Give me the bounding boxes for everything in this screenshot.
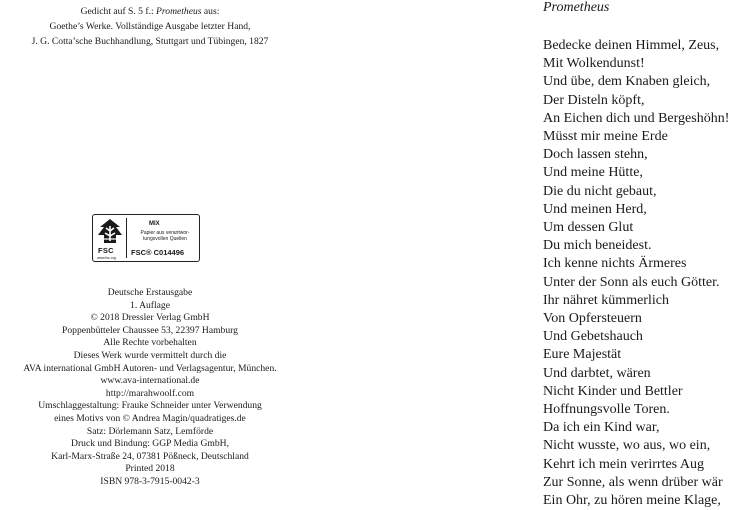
fsc-logo (92, 214, 200, 262)
imprint-line: http://marahwoolf.com (105, 387, 195, 399)
source-note-suffix: aus: (201, 6, 220, 17)
imprint-line: Satz: Dörlemann Satz, Lemförde (86, 425, 214, 437)
poem-line: Nicht Kinder und Bettler (543, 383, 683, 399)
fsc-paper-line-2: tungsvollen Quellen (143, 236, 187, 242)
fsc-divider (126, 218, 127, 258)
fsc-url: www.fsc.org (97, 256, 116, 260)
imprint-line: www.ava-international.de (100, 375, 200, 387)
source-note-prefix: Gedicht auf S. 5 f.: (80, 6, 157, 17)
poem-line: Ich kenne nichts Ärmeres (543, 256, 687, 272)
poem-line: Da ich ein Kind war, (543, 420, 660, 436)
poem-line: Und darbtet, wären (543, 365, 651, 381)
poem-line: An Eichen dich und Bergeshöhn! (543, 110, 729, 126)
poem-line: Ein Ohr, zu hören meine Klage, (543, 493, 721, 509)
source-note-title: Prometheus (156, 6, 202, 17)
source-note (0, 4, 300, 49)
source-note-line-2: Goethe’s Werke. Vollständige Ausgabe letzter Hand, (49, 21, 251, 32)
source-note-line-3: J. G. Cotta’sche Buchhandlung, Stuttgart und Tübingen, 1827 (31, 36, 269, 47)
imprint-line: AVA international GmbH Autoren- und Verlagsagentur, München. (23, 362, 277, 374)
poem-line: Von Opfersteuern (543, 311, 642, 327)
imprint-line: Printed 2018 (125, 463, 175, 475)
imprint-line: 1. Auflage (130, 299, 170, 311)
poem-line: Und meine Hütte, (543, 165, 643, 181)
imprint-line: Deutsche Erstausgabe (107, 287, 193, 298)
imprint-line: Poppenbütteler Chaussee 53, 22397 Hamburg (62, 324, 238, 336)
imprint-line: Alle Rechte vorbehalten (103, 337, 197, 349)
source-note-line-1 (0, 4, 300, 19)
poem-line: Und übe, dem Knaben gleich, (543, 74, 711, 90)
poem-line: Nicht wusste, wo aus, wo ein, (543, 438, 711, 454)
poem-line: Und meinen Herd, (543, 201, 647, 217)
fsc-symbol-text: FSC (98, 246, 114, 255)
imprint-line: ISBN 978-3-7915-0042-3 (100, 475, 200, 487)
poem-line: Kehrt ich mein verirrtes Aug (543, 456, 704, 472)
fsc-paper-line-1: Papier aus verantwor- (140, 230, 190, 236)
poem-line: Und Gebetshauch (543, 329, 643, 345)
fsc-mix-label: MIX (149, 221, 160, 227)
right-page (525, 0, 729, 509)
poem-title: Prometheus (543, 0, 610, 15)
poem-line: Ihr nähret kümmerlich (543, 292, 669, 308)
imprint-line: Umschlaggestaltung: Frauke Schneider unter Verwendung (38, 400, 262, 412)
poem-line: Der Disteln köpft, (543, 92, 645, 108)
imprint-line: Druck und Bindung: GGP Media GmbH, (71, 438, 229, 450)
poem-line: Bedecke deinen Himmel, Zeus, (543, 38, 720, 53)
poem-line: Hoffnungsvolle Toren. (543, 402, 670, 418)
imprint-line: © 2018 Dressler Verlag GmbH (90, 312, 210, 324)
poem-line: Zur Sonne, als wenn drüber wär (543, 474, 723, 490)
poem-line: Doch lassen stehn, (543, 147, 648, 163)
fsc-license-code: FSC® C014496 (131, 248, 185, 257)
poem-line: Mit Wolkendunst! (543, 56, 645, 72)
fsc-paper-text (133, 230, 197, 242)
poem-body (543, 37, 729, 510)
imprint-line: Dieses Werk wurde vermittelt durch die (73, 349, 227, 361)
poem-line: Unter der Sonn als euch Götter. (543, 274, 720, 290)
left-page (0, 0, 300, 493)
poem-line: Um dessen Glut (543, 220, 634, 236)
poem-line: Du mich beneidest. (543, 238, 652, 254)
fsc-tree-icon (97, 218, 123, 246)
poem-line: Eure Majestät (543, 347, 622, 363)
poem-line: Die du nicht gebaut, (543, 183, 657, 199)
imprint-line: Karl-Marx-Straße 24, 07381 Pößneck, Deutschland (51, 450, 249, 462)
poem-line: Müsst mir meine Erde (543, 129, 668, 145)
imprint-line: eines Motivs von © Andrea Magin/quadratiges.de (54, 412, 246, 424)
imprint (0, 287, 300, 489)
